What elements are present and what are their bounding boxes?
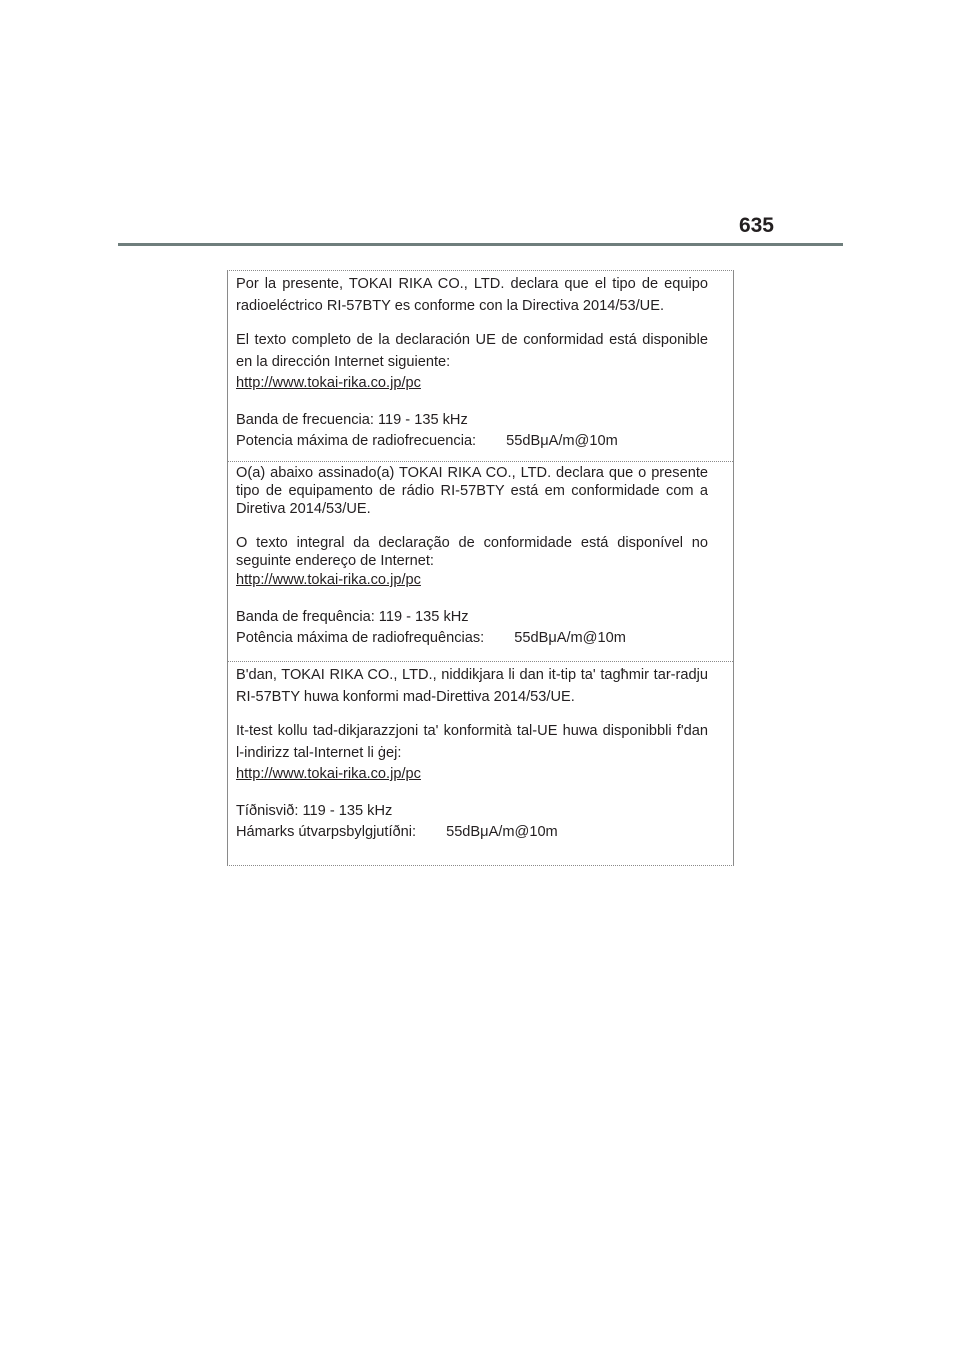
frequency-band: Banda de frequência: 119 - 135 kHz [236,609,469,625]
max-power-row [236,431,708,452]
max-power-value: 55dBμA/m@10m [506,433,618,449]
declaration-text: O(a) abaixo assinado(a) TOKAI RIKA CO., LTD. declara que o presente tipo de equipamento de rádio RI-57BTY está em conformidade com a Diretiva 2014/53/UE. [236,465,708,517]
max-power-row [236,822,708,843]
page-number: 635 [738,214,774,237]
declaration-link[interactable]: http://www.tokai-rika.co.jp/pc [236,375,421,391]
max-power-value: 55dBμA/m@10m [514,630,626,646]
availability-text: El texto completo de la declaración UE de conformidad está disponible en la dirección Internet siguiente: [236,332,708,370]
availability-text: O texto integral da declaração de conformidade está disponível no seguinte endereço de Internet: [236,535,708,569]
declaration-section-spanish [228,273,733,452]
declaration-panel [227,270,734,866]
max-power-value: 55dBμA/m@10m [446,824,558,840]
max-power-label: Hámarks útvarpsbylgjutíðni: [236,824,417,840]
declaration-text: B'dan, TOKAI RIKA CO., LTD., niddikjara li dan it-tip ta' tagħmir tar-radju RI-57BTY huwa konformi mad-Direttiva 2014/53/UE. [236,667,708,705]
declaration-section-maltese [228,661,733,843]
declaration-link[interactable]: http://www.tokai-rika.co.jp/pc [236,572,421,588]
frequency-band: Banda de frecuencia: 119 - 135 kHz [236,412,468,428]
declaration-section-portuguese [228,461,733,649]
declaration-link[interactable]: http://www.tokai-rika.co.jp/pc [236,766,421,782]
frequency-band: Tíðnisvið: 119 - 135 kHz [236,803,393,819]
header-rule [118,243,843,246]
declaration-text: Por la presente, TOKAI RIKA CO., LTD. declara que el tipo de equipo radioeléctrico RI-57BTY es conforme con la Directiva 2014/53/UE. [236,276,708,314]
availability-text: It-test kollu tad-dikjarazzjoni ta' konformità tal-UE huwa disponibbli f'dan l-indirizz tal-Internet li ġej: [236,723,708,761]
max-power-label: Potencia máxima de radiofrecuencia: [236,433,477,449]
max-power-row [236,628,708,649]
max-power-label: Potência máxima de radiofrequências: [236,630,485,646]
